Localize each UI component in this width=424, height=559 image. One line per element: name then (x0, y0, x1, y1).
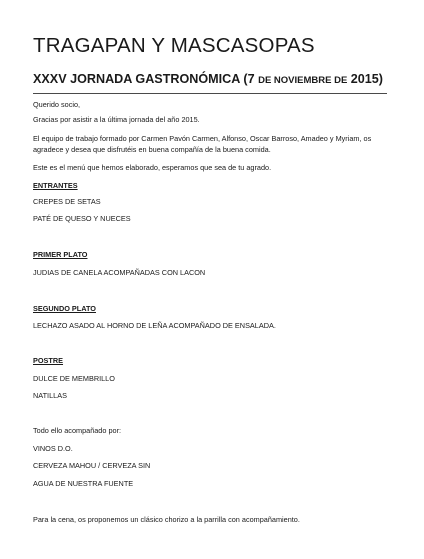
event-heading-main: XXXV JORNADA GASTRONÓMICA (7 (33, 72, 259, 86)
menu-item: JUDIAS DE CANELA ACOMPAÑADAS CON LACON (33, 268, 206, 277)
postre-heading: POSTRE (33, 356, 64, 365)
document-title: TRAGAPAN Y MASCASOPAS (33, 34, 315, 57)
event-heading-small: DE NOVIEMBRE DE (258, 75, 348, 86)
drink-item: VINOS D.O. (33, 444, 73, 453)
drinks-intro-text: Todo ello acompañado por: (33, 426, 122, 435)
primer-plato-heading: PRIMER PLATO (33, 250, 88, 259)
event-heading-end: 2015) (347, 72, 384, 86)
menu-intro-text: Este es el menú que hemos elaborado, esperamos que sea de tu agrado. (33, 163, 272, 172)
greeting-text: Querido socio, (33, 100, 81, 109)
thanks-text: Gracias por asistir a la última jornada del año 2015. (33, 115, 200, 124)
drink-item: AGUA DE NUESTRA FUENTE (33, 479, 134, 488)
team-paragraph-line-1: El equipo de trabajo formado por Carmen Pavón Carmen, Alfonso, Oscar Barroso, Amadeo y Myriam, os (33, 134, 372, 143)
menu-item: PATÉ DE QUESO Y NUECES (33, 214, 131, 223)
closing-text: Para la cena, os proponemos un clásico chorizo a la parrilla con acompañamiento. (33, 515, 300, 524)
entrantes-heading: ENTRANTES (33, 181, 78, 190)
drink-item: CERVEZA MAHOU / CERVEZA SIN (33, 461, 151, 470)
menu-item: LECHAZO ASADO AL HORNO DE LEÑA ACOMPAÑADO DE ENSALADA. (33, 321, 276, 330)
team-paragraph-line-2: agradece y desea que disfrutéis en buena compañía de la buena comida. (33, 145, 271, 154)
menu-item: CREPES DE SETAS (33, 197, 101, 206)
menu-item: NATILLAS (33, 391, 67, 400)
menu-item: DULCE DE MEMBRILLO (33, 374, 115, 383)
segundo-plato-heading: SEGUNDO PLATO (33, 304, 96, 313)
event-heading (33, 72, 387, 94)
